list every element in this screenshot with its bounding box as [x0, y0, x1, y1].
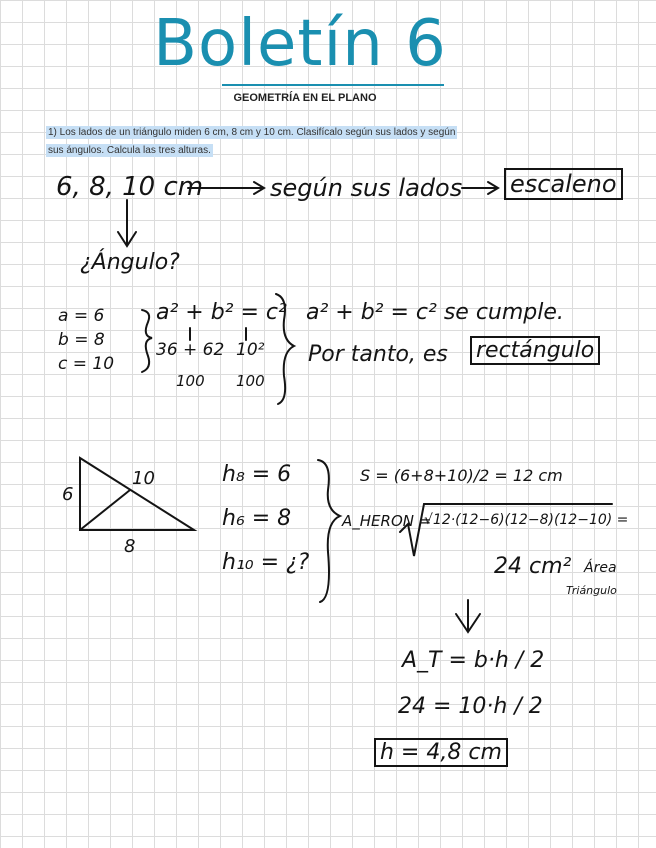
triangle-label-6: 6: [62, 484, 74, 505]
by-sides-text: según sus lados: [270, 174, 463, 202]
height-h10: h₁₀ = ¿?: [222, 550, 310, 575]
triangle-word: Triángulo: [566, 584, 617, 597]
therefore-text: Por tanto, es: [308, 342, 448, 367]
heron-label: A_HERON =: [342, 512, 432, 530]
substitution: 24 = 10·h / 2: [398, 694, 543, 719]
holds-text: a² + b² = c² se cumple.: [306, 300, 564, 325]
sides-text: 6, 8, 10 cm: [56, 172, 204, 202]
page-title: Boletín 6: [153, 7, 447, 81]
statement-line-1: 1) Los lados de un triángulo miden 6 cm, 8 cm y 10 cm. Clasifícalo según sus lados y según: [48, 127, 456, 138]
c-value: c = 10: [58, 354, 115, 374]
page-subtitle: GEOMETRÍA EN EL PLANO: [233, 92, 377, 104]
heron-expression: √12·(12−6)(12−8)(12−10) =: [424, 512, 629, 528]
area-word: Área: [584, 560, 617, 576]
pythagoras-formula: a² + b² = c²: [156, 300, 287, 325]
sum-left: 36 + 62: [156, 340, 225, 360]
hundred-right: 100: [236, 372, 265, 390]
a-value: a = 6: [58, 306, 105, 326]
triangle-label-10: 10: [132, 468, 155, 489]
height-h6: h₆ = 8: [222, 506, 292, 531]
statement-line-2: sus ángulos. Calcula las tres alturas.: [48, 145, 211, 156]
sum-right: 10²: [236, 340, 265, 360]
b-value: b = 8: [58, 330, 105, 350]
right-angle-box: rectángulo: [470, 336, 600, 365]
brace-1: [142, 310, 152, 372]
area-formula: A_T = b·h / 2: [402, 648, 545, 673]
scalene-box: escaleno: [504, 168, 623, 200]
area-value: 24 cm²: [494, 554, 572, 579]
semiperimeter: S = (6+8+10)/2 = 12 cm: [360, 466, 563, 485]
brace-3: [318, 460, 340, 602]
triangle-label-8: 8: [124, 536, 136, 557]
height-h8: h₈ = 6: [222, 462, 292, 487]
triangle-height: [80, 490, 130, 530]
hundred-left: 100: [176, 372, 205, 390]
result-box: h = 4,8 cm: [374, 738, 508, 767]
angle-question: ¿Ángulo?: [80, 250, 180, 275]
